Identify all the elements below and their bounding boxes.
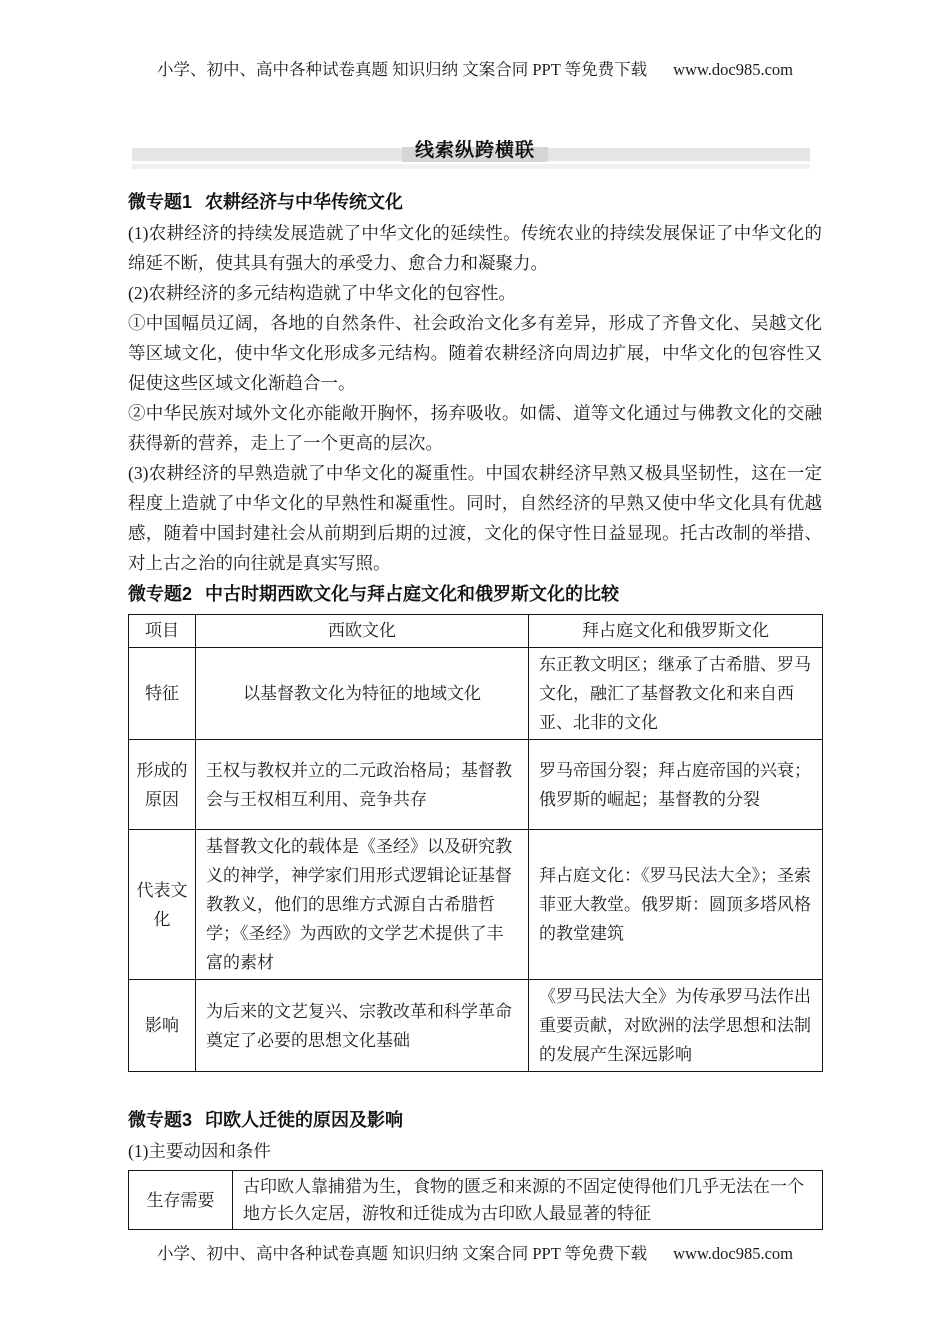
header-site-url: www.doc985.com bbox=[673, 60, 794, 79]
table-cell: 为后来的文艺复兴、宗教改革和科学革命奠定了必要的思想文化基础 bbox=[196, 980, 529, 1072]
paragraph-3: ①中国幅员辽阔，各地的自然条件、社会政治文化多有差异，形成了齐鲁文化、吴越文化等区域文化，使中华文化形成多元结构。随着农耕经济向周边扩展，中华文化的包容性又促使这些区域文化渐趋合一。 bbox=[128, 313, 822, 393]
table-row-influence bbox=[129, 980, 823, 1072]
column-header-west: 西欧文化 bbox=[196, 615, 529, 648]
row-header-cell: 形成的原因 bbox=[129, 740, 196, 830]
topic1-body bbox=[128, 218, 822, 578]
table-cell: 拜占庭文化：《罗马民法大全》；圣索菲亚大教堂。俄罗斯：圆顶多塔风格的教堂建筑 bbox=[529, 830, 823, 980]
banner-title-box bbox=[402, 140, 548, 162]
table-row-survival bbox=[129, 1171, 823, 1230]
table-row-representative-culture bbox=[129, 830, 823, 980]
banner-title: 线索纵跨横联 bbox=[414, 140, 536, 161]
row-header-cell: 生存需要 bbox=[129, 1171, 233, 1230]
topic2-label: 微专题2 bbox=[128, 584, 193, 604]
row-header-cell: 影响 bbox=[129, 980, 196, 1072]
topic1-label: 微专题1 bbox=[128, 192, 193, 212]
table-cell: 以基督教文化为特征的地域文化 bbox=[196, 648, 529, 740]
table-cell: 罗马帝国分裂；拜占庭帝国的兴衰；俄罗斯的崛起；基督教的分裂 bbox=[529, 740, 823, 830]
footer-site-line: 小学、初中、高中各种试卷真题 知识归纳 文案合同 PPT 等免费下载 bbox=[156, 1244, 648, 1263]
section-banner bbox=[128, 134, 822, 170]
factors-table bbox=[128, 1170, 823, 1230]
topic3-title: 印欧人迁徙的原因及影响 bbox=[205, 1110, 404, 1130]
paragraph-5: (3)农耕经济的早熟造就了中华文化的凝重性。中国农耕经济早熟又极具坚韧性，这在一定程度上造就了中华文化的早熟性和凝重性。同时，自然经济的早熟又使中华文化具有优越感，随着中国封建社会从前期到后期的过渡，文化的保守性日益显现。托古改制的举措、对上古之治的向往就是真实写照。 bbox=[128, 463, 822, 573]
column-header-item: 项目 bbox=[129, 615, 196, 648]
table-row-causes bbox=[129, 740, 823, 830]
table-cell: 基督教文化的载体是《圣经》以及研究教义的神学，神学家们用形式逻辑论证基督教教义，他们的思维方式源自古希腊哲学；《圣经》为西欧的文学艺术提供了丰富的素材 bbox=[196, 830, 529, 980]
paragraph-4: ②中华民族对域外文化亦能敞开胸怀，扬弃吸收。如儒、道等文化通过与佛教文化的交融获得新的营养，走上了一个更高的层次。 bbox=[128, 403, 822, 453]
table-cell: 东正教文明区；继承了古希腊、罗马文化，融汇了基督教文化和来自西亚、北非的文化 bbox=[529, 648, 823, 740]
comparison-table bbox=[128, 614, 823, 1072]
table-cell: 《罗马民法大全》为传承罗马法作出重要贡献，对欧洲的法学思想和法制的发展产生深远影响 bbox=[529, 980, 823, 1072]
row-header-cell: 代表文化 bbox=[129, 830, 196, 980]
footer-site-url: www.doc985.com bbox=[673, 1244, 794, 1263]
topic3-subheading: (1)主要动因和条件 bbox=[128, 1141, 271, 1161]
topic1-title: 农耕经济与中华传统文化 bbox=[205, 192, 404, 212]
row-header-cell: 特征 bbox=[129, 648, 196, 740]
table-row-features bbox=[129, 648, 823, 740]
banner-bar-shadow bbox=[132, 164, 810, 169]
page-footer bbox=[128, 1244, 822, 1264]
header-site-line: 小学、初中、高中各种试卷真题 知识归纳 文案合同 PPT 等免费下载 bbox=[156, 60, 648, 79]
topic1-heading bbox=[128, 190, 822, 214]
topic2-title: 中古时期西欧文化与拜占庭文化和俄罗斯文化的比较 bbox=[205, 584, 620, 604]
paragraph-2: (2)农耕经济的多元结构造就了中华文化的包容性。 bbox=[128, 283, 516, 303]
topic3-label: 微专题3 bbox=[128, 1110, 193, 1130]
table-cell: 古印欧人靠捕猎为生，食物的匮乏和来源的不固定使得他们几乎无法在一个地方长久定居，游牧和迁徙成为古印欧人最显著的特征 bbox=[233, 1171, 823, 1230]
paragraph-1: (1)农耕经济的持续发展造就了中华文化的延续性。传统农业的持续发展保证了中华文化的绵延不断，使其具有强大的承受力、愈合力和凝聚力。 bbox=[128, 223, 822, 273]
page-header bbox=[128, 60, 822, 80]
column-header-byzantine: 拜占庭文化和俄罗斯文化 bbox=[529, 615, 823, 648]
topic3-heading bbox=[128, 1108, 822, 1132]
table-cell: 王权与教权并立的二元政治格局；基督教会与王权相互利用、竞争共存 bbox=[196, 740, 529, 830]
topic2-heading bbox=[128, 582, 822, 606]
table-header-row bbox=[129, 615, 823, 648]
